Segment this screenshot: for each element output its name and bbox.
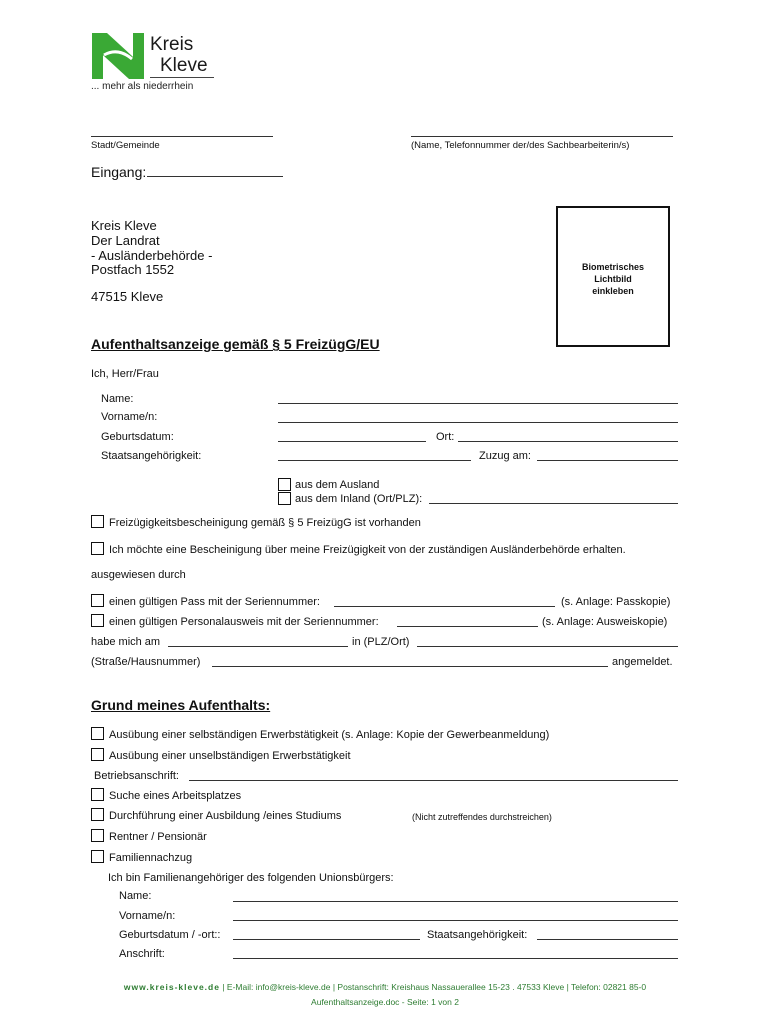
- address-line-3: - Ausländerbehörde -: [91, 248, 213, 263]
- anmelde-datum-field[interactable]: [168, 646, 348, 647]
- footer-contact-text: | E-Mail: info@kreis-kleve.de | Postanschrift: Kreishaus Nassauerallee 15-23 . 47533 Kleve | Telefon: 02821 85-0: [219, 982, 647, 992]
- perso-anlage: (s. Anlage: Ausweiskopie): [542, 616, 668, 628]
- staat-label: Staatsangehörigkeit:: [101, 450, 202, 462]
- union-name-field[interactable]: [233, 901, 678, 902]
- photo-text-1: Biometrisches: [581, 262, 645, 272]
- plz-label: in (PLZ/Ort): [352, 636, 410, 648]
- city-field[interactable]: [91, 136, 273, 137]
- inland-checkbox[interactable]: [278, 492, 291, 505]
- photo-text-2: Lichtbild: [594, 274, 632, 284]
- perso-label: einen gültigen Personalausweis mit der Seriennummer:: [109, 616, 379, 628]
- intro-text: Ich, Herr/Frau: [91, 368, 159, 380]
- suche-checkbox[interactable]: [91, 788, 104, 801]
- perso-checkbox[interactable]: [91, 614, 104, 627]
- pass-number-field[interactable]: [334, 606, 555, 607]
- selbst-checkbox[interactable]: [91, 727, 104, 740]
- union-anschrift-field[interactable]: [233, 958, 678, 959]
- footer-page-info: Aufenthaltsanzeige.doc - Seite: 1 von 2: [311, 997, 459, 1007]
- address-line-4: Postfach 1552: [91, 262, 175, 277]
- photo-text-3: einkleben: [592, 286, 634, 296]
- strasse-field[interactable]: [212, 666, 608, 667]
- address-line-2: Der Landrat: [91, 233, 160, 248]
- betrieb-field[interactable]: [189, 780, 678, 781]
- address-line-1: Kreis Kleve: [91, 218, 157, 233]
- union-vorname-label: Vorname/n:: [119, 910, 176, 922]
- eingang-field[interactable]: [147, 176, 283, 177]
- selbst-label: Ausübung einer selbständigen Erwerbstätigkeit (s. Anlage: Kopie der Gewerbeanmeldung): [109, 729, 550, 741]
- kreis-kleve-logo-icon: [92, 33, 144, 79]
- pass-anlage: (s. Anlage: Passkopie): [561, 596, 671, 608]
- contact-label: (Name, Telefonnummer der/des Sachbearbeiterin/s): [411, 140, 630, 151]
- strasse-label: (Straße/Hausnummer): [91, 656, 201, 668]
- ort-label: Ort:: [436, 431, 455, 443]
- angehoeriger-text: Ich bin Familienangehöriger des folgenden Unionsbürgers:: [108, 872, 394, 884]
- photo-box[interactable]: [556, 206, 670, 347]
- rentner-label: Rentner / Pensionär: [109, 831, 207, 843]
- union-anschrift-label: Anschrift:: [119, 948, 165, 960]
- plz-field[interactable]: [417, 646, 678, 647]
- staat-field[interactable]: [278, 460, 471, 461]
- logo-text-kleve: Kleve: [160, 55, 208, 76]
- logo-underline: [150, 77, 214, 78]
- city-label: Stadt/Gemeinde: [91, 140, 160, 151]
- grund-title: Grund meines Aufenthalts:: [91, 697, 271, 713]
- habe-label: habe mich am: [91, 636, 161, 648]
- union-geb-field[interactable]: [233, 939, 420, 940]
- familie-label: Familiennachzug: [109, 852, 193, 864]
- union-staat-field[interactable]: [537, 939, 678, 940]
- pass-checkbox[interactable]: [91, 594, 104, 607]
- eingang-label: Eingang:: [91, 164, 147, 180]
- name-label: Name:: [101, 393, 134, 405]
- geburtsdatum-field[interactable]: [278, 441, 426, 442]
- zuzug-field[interactable]: [537, 460, 678, 461]
- freiz-label: Freizügigkeitsbescheinigung gemäß § 5 FreizügG ist vorhanden: [109, 517, 421, 529]
- geburtsdatum-label: Geburtsdatum:: [101, 431, 174, 443]
- rentner-checkbox[interactable]: [91, 829, 104, 842]
- ort-field[interactable]: [458, 441, 678, 442]
- address-line-5: 47515 Kleve: [91, 289, 164, 304]
- footer-contact: [0, 982, 770, 992]
- ausgewiesen-label: ausgewiesen durch: [91, 569, 186, 581]
- ausland-checkbox[interactable]: [278, 478, 291, 491]
- logo-tagline: ... mehr als niederrhein: [91, 81, 194, 92]
- form-title: Aufenthaltsanzeige gemäß § 5 FreizügG/EU: [91, 336, 380, 352]
- bescheinigung-checkbox[interactable]: [91, 542, 104, 555]
- inland-field[interactable]: [429, 503, 678, 504]
- familie-checkbox[interactable]: [91, 850, 104, 863]
- union-staat-label: Staatsangehörigkeit:: [427, 929, 528, 941]
- unselbst-checkbox[interactable]: [91, 748, 104, 761]
- name-field[interactable]: [278, 403, 678, 404]
- perso-number-field[interactable]: [397, 626, 538, 627]
- footer-website-link[interactable]: www.kreis-kleve.de: [123, 982, 220, 992]
- inland-label: aus dem Inland (Ort/PLZ):: [295, 493, 423, 505]
- pass-label: einen gültigen Pass mit der Seriennummer:: [109, 596, 320, 608]
- ausbildung-label: Durchführung einer Ausbildung /eines Studiums: [109, 810, 342, 822]
- photo-instruction: [558, 261, 668, 297]
- bescheinigung-label: Ich möchte eine Bescheinigung über meine Freizügigkeit von der zuständigen Ausländerbehörde erhalten.: [109, 544, 626, 556]
- logo-text-kreis: Kreis: [150, 34, 194, 55]
- union-name-label: Name:: [119, 890, 152, 902]
- ausland-label: aus dem Ausland: [295, 479, 380, 491]
- freiz-checkbox[interactable]: [91, 515, 104, 528]
- nicht-zutreffend-note: (Nicht zutreffendes durchstreichen): [412, 812, 552, 822]
- ausbildung-checkbox[interactable]: [91, 808, 104, 821]
- angemeldet-label: angemeldet.: [612, 656, 673, 668]
- betrieb-label: Betriebsanschrift:: [94, 770, 179, 782]
- unselbst-label: Ausübung einer unselbständigen Erwerbstätigkeit: [109, 750, 351, 762]
- union-geb-label: Geburtsdatum / -ort::: [119, 929, 221, 941]
- vorname-label: Vorname/n:: [101, 411, 158, 423]
- zuzug-label: Zuzug am:: [479, 450, 531, 462]
- vorname-field[interactable]: [278, 422, 678, 423]
- contact-field[interactable]: [411, 136, 673, 137]
- union-vorname-field[interactable]: [233, 920, 678, 921]
- suche-label: Suche eines Arbeitsplatzes: [109, 790, 242, 802]
